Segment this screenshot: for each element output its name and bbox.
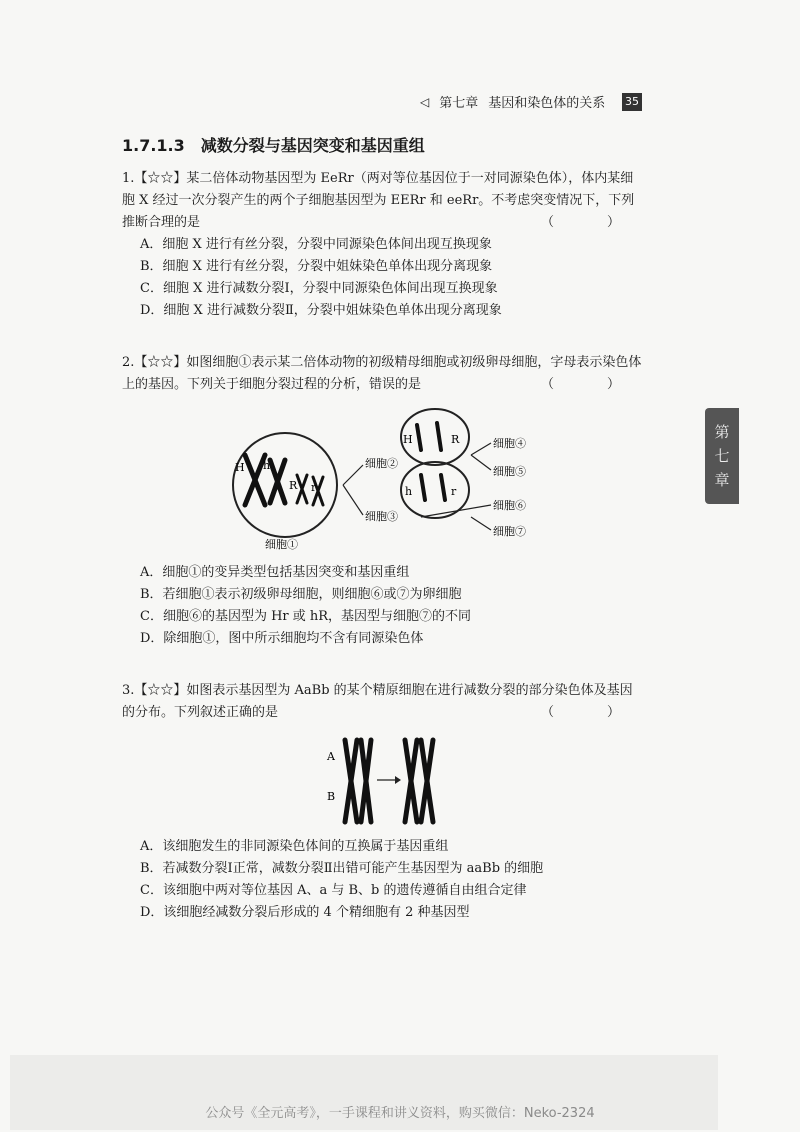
tab-char-3: 章 xyxy=(714,471,730,489)
gene-label-H-cell2: H xyxy=(403,433,413,446)
gene-label-r-cell2: r xyxy=(451,485,457,498)
gene-label-h: h xyxy=(263,459,271,472)
option-b: B．若减数分裂Ⅰ正常，减数分裂Ⅱ出错可能产生基因型为 aaBb 的细胞 xyxy=(140,861,544,876)
option-d: D．除细胞①，图中所示细胞均不含有同源染色体 xyxy=(140,631,424,646)
back-triangle-icon: ◁ xyxy=(420,94,430,109)
chromosomes-after xyxy=(405,740,433,822)
tab-char-1: 第 xyxy=(714,423,730,441)
gene-label-h-cell2: h xyxy=(405,485,413,498)
cell-1-label: 细胞① xyxy=(265,538,298,551)
question-3 xyxy=(122,680,642,724)
gene-label-r: r xyxy=(311,481,317,494)
answer-paren: （ ） xyxy=(540,705,640,720)
cell-3-label: 细胞③ xyxy=(365,510,398,523)
option-d: D．该细胞经减数分裂后形成的 4 个精细胞有 2 种基因型 xyxy=(140,905,470,920)
option-b: B．细胞 X 进行有丝分裂，分裂中姐妹染色单体出现分离现象 xyxy=(140,259,493,274)
cell-division-diagram xyxy=(225,405,555,555)
chapter-title: 基因和染色体的关系 xyxy=(488,96,606,111)
option-b: B．若细胞①表示初级卵母细胞，则细胞⑥或⑦为卵细胞 xyxy=(140,587,462,602)
option-a: A．细胞 X 进行有丝分裂，分裂中同源染色体间出现互换现象 xyxy=(140,237,492,252)
arrow-lines xyxy=(343,465,363,515)
option-d: D．细胞 X 进行减数分裂Ⅱ，分裂中姐妹染色单体出现分离现象 xyxy=(140,303,502,318)
stem-text: 3.【☆☆】如图表示基因型为 AaBb 的某个精原细胞在进行减数分裂的部分染色体及基因的分布。下列叙述正确的是 xyxy=(122,683,633,720)
tab-char-2: 七 xyxy=(714,447,730,465)
question-stem xyxy=(122,680,642,724)
gene-label-A: A xyxy=(327,750,335,763)
arrow-head-icon xyxy=(395,776,401,784)
gene-label-H: H xyxy=(235,461,245,474)
question-2 xyxy=(122,352,642,396)
stem-text: 2.【☆☆】如图细胞①表示某二倍体动物的初级精母细胞或初级卵母细胞，字母表示染色体上的基因。下列关于细胞分裂过程的分析，错误的是 xyxy=(122,355,642,392)
answer-paren: （ ） xyxy=(540,215,640,230)
gene-label-R-cell2: R xyxy=(451,433,460,446)
chromosome-exchange-diagram xyxy=(325,732,445,827)
page-number: 35 xyxy=(622,93,642,111)
question-stem xyxy=(122,168,642,234)
cell-6-label: 细胞⑥ xyxy=(493,499,526,512)
option-c: C．细胞 X 进行减数分裂Ⅰ，分裂中同源染色体间出现互换现象 xyxy=(140,281,498,296)
cell-7-label: 细胞⑦ xyxy=(493,525,526,538)
chromosomes-before xyxy=(345,740,371,822)
chromosomes-cell-1 xyxy=(245,455,323,505)
cell-4-label: 细胞④ xyxy=(493,437,526,450)
question-2-options xyxy=(122,562,642,650)
question-3-options xyxy=(122,836,642,924)
footer-watermark: 公众号《全元高考》，一手课程和讲义资料，购买微信：Neko-2324 xyxy=(205,1106,595,1121)
gene-label-B: B xyxy=(327,790,336,803)
cell-2-label: 细胞② xyxy=(365,457,398,470)
option-c: C．细胞⑥的基因型为 Hr 或 hR，基因型与细胞⑦的不同 xyxy=(140,609,472,624)
page-header xyxy=(420,92,642,111)
stem-text: 1.【☆☆】某二倍体动物基因型为 EeRr（两对等位基因位于一对同源染色体），体内某细胞 X 经过一次分裂产生的两个子细胞基因型为 EERr 和 eeRr。不考虑突变情况下，下列推断合理的是 xyxy=(122,171,635,230)
chapter-side-tab xyxy=(705,408,739,504)
gene-label-R: R xyxy=(289,479,298,492)
option-a: A．细胞①的变异类型包括基因突变和基因重组 xyxy=(140,565,410,580)
option-c: C．该细胞中两对等位基因 A、a 与 B、b 的遗传遵循自由组合定律 xyxy=(140,883,527,898)
question-1 xyxy=(122,168,642,322)
option-a: A．该细胞发生的非同源染色体间的互换属于基因重组 xyxy=(140,839,449,854)
answer-paren: （ ） xyxy=(540,377,640,392)
cell-5-label: 细胞⑤ xyxy=(493,465,526,478)
section-title: 1.7.1.3 减数分裂与基因突变和基因重组 xyxy=(122,136,425,155)
question-stem xyxy=(122,352,642,396)
chapter-label: 第七章 xyxy=(439,96,479,111)
